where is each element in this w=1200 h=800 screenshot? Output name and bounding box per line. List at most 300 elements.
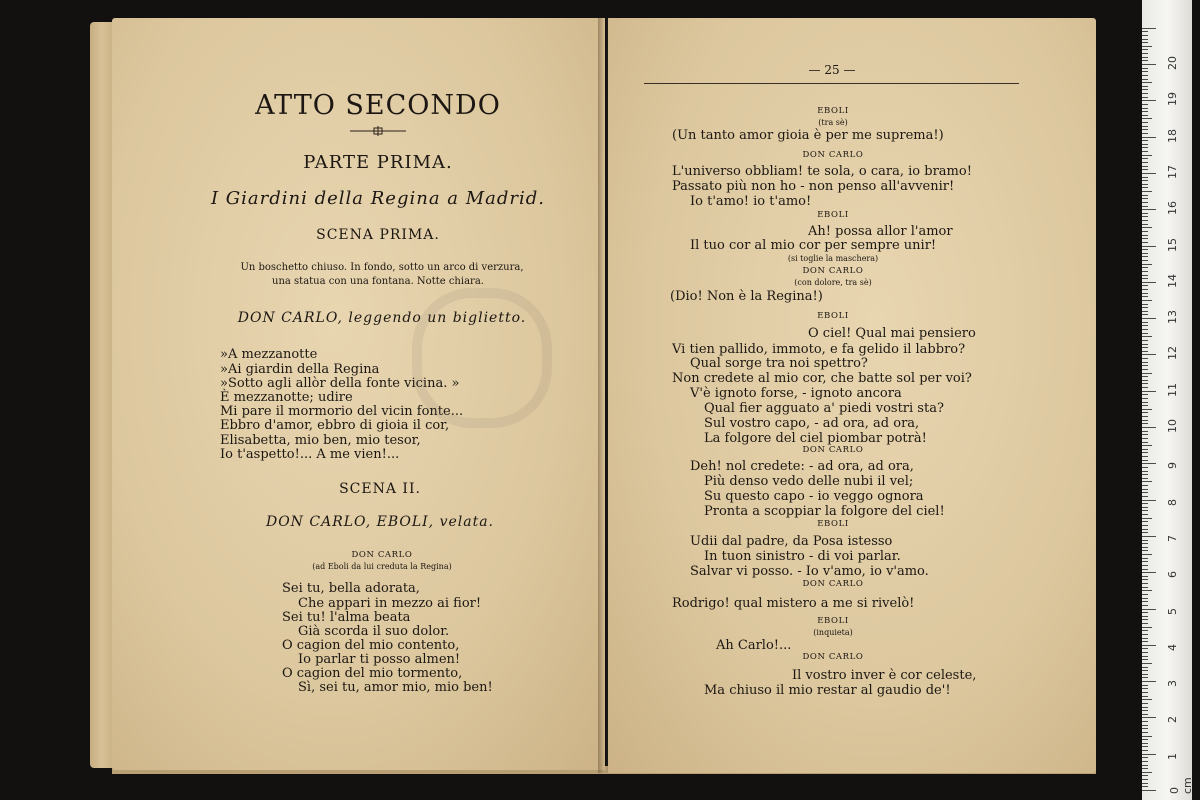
- ruler-tick: [1142, 427, 1156, 428]
- ruler-tick: [1142, 656, 1148, 657]
- ruler-tick: [1142, 412, 1148, 413]
- verse-line: Su questo capo - io veggo ognora: [704, 489, 924, 504]
- ruler-tick: [1142, 39, 1148, 40]
- ruler-tick: [1142, 532, 1148, 533]
- ruler-tick: [1142, 405, 1148, 406]
- verse-line: Vi tien pallido, immoto, e fa gelido il labbro?: [672, 342, 966, 357]
- ruler-tick: [1142, 147, 1148, 148]
- speaker-name: EBOLI: [817, 616, 849, 626]
- speaker-name: EBOLI: [817, 519, 849, 529]
- ruler-tick: [1142, 659, 1148, 660]
- ruler-tick: [1142, 645, 1156, 646]
- ruler-tick: [1142, 703, 1148, 704]
- ruler-tick: [1142, 220, 1148, 221]
- ruler-tick: [1142, 717, 1156, 718]
- ruler-tick: [1142, 333, 1148, 334]
- ruler-number: 5: [1166, 607, 1179, 615]
- ruler-tick: [1142, 638, 1148, 639]
- ruler-tick: [1142, 721, 1148, 722]
- ruler-tick: [1142, 725, 1148, 726]
- ruler-tick: [1142, 351, 1148, 352]
- speaker-name: DON CARLO: [802, 266, 864, 276]
- ruler-tick: [1142, 768, 1148, 769]
- ruler-number: 18: [1166, 128, 1179, 143]
- ruler-tick: [1142, 540, 1148, 541]
- ruler-number: 11: [1166, 382, 1179, 397]
- verse-line: O ciel! Qual mai pensiero: [808, 326, 976, 341]
- ruler-tick: [1142, 275, 1148, 276]
- ruler-tick: [1142, 71, 1148, 72]
- ruler-tick: [1142, 307, 1148, 308]
- ruler-tick: [1142, 89, 1148, 90]
- ruler-tick: [1142, 380, 1148, 381]
- ruler-tick: [1142, 224, 1148, 225]
- ruler-tick: [1142, 137, 1156, 138]
- verse-line: Il tuo cor al mio cor per sempre unir!: [690, 238, 937, 253]
- ruler-tick: [1142, 264, 1152, 265]
- ruler-number: 16: [1166, 201, 1179, 216]
- ruler-tick: [1142, 460, 1148, 461]
- ruler-tick: [1142, 772, 1152, 773]
- ruler-tick: [1142, 100, 1156, 101]
- ruler-tick: [1142, 677, 1148, 678]
- verse-line: Deh! nol credete: - ad ora, ad ora,: [690, 459, 914, 474]
- scene1-direction-line1: Un boschetto chiuso. In fondo, sotto un arco di verzura,: [240, 262, 524, 273]
- ruler-tick: [1142, 474, 1148, 475]
- ruler-tick: [1142, 300, 1152, 301]
- ruler-tick: [1142, 416, 1148, 417]
- ruler-tick: [1142, 605, 1148, 606]
- ruler-tick: [1142, 140, 1148, 141]
- ruler-tick: [1142, 434, 1148, 435]
- ruler-tick: [1142, 521, 1148, 522]
- ruler-tick: [1142, 93, 1148, 94]
- ruler-tick: [1142, 213, 1148, 214]
- ruler-tick: [1142, 518, 1152, 519]
- verse-line: »Sotto agli allòr della fonte vicina. »: [220, 376, 460, 391]
- verse-line: È mezzanotte; udire: [220, 390, 353, 405]
- verse-line: Udii dal padre, da Posa istesso: [690, 534, 893, 549]
- ruler-tick: [1142, 536, 1156, 537]
- verse-line: Ebbro d'amor, ebbro di gioia il cor,: [220, 418, 450, 433]
- ruler-tick: [1142, 503, 1148, 504]
- verse-line: »A mezzanotte: [220, 347, 318, 362]
- verse-line: (Un tanto amor gioia è per me suprema!): [672, 128, 944, 143]
- ruler-number: 15: [1166, 237, 1179, 252]
- ruler-tick: [1142, 173, 1156, 174]
- ruler-tick: [1142, 369, 1148, 370]
- part-title: PARTE PRIMA.: [303, 152, 453, 173]
- ruler-tick: [1142, 278, 1148, 279]
- ruler-tick: [1142, 187, 1148, 188]
- ruler-tick: [1142, 209, 1156, 210]
- ruler-tick: [1142, 126, 1148, 127]
- ruler-tick: [1142, 630, 1148, 631]
- setting-title: I Giardini della Regina a Madrid.: [210, 188, 546, 209]
- ruler-tick: [1142, 652, 1148, 653]
- ruler-tick: [1142, 60, 1148, 61]
- ruler-tick: [1142, 667, 1148, 668]
- ruler-tick: [1142, 162, 1148, 163]
- ruler-tick: [1142, 757, 1148, 758]
- ruler-tick: [1142, 746, 1148, 747]
- ruler-tick: [1142, 155, 1152, 156]
- ruler-tick: [1142, 75, 1148, 76]
- ruler-tick: [1142, 761, 1148, 762]
- ruler-tick: [1142, 86, 1148, 87]
- ruler-tick: [1142, 601, 1148, 602]
- ruler-tick: [1142, 391, 1156, 392]
- ruler-tick: [1142, 238, 1148, 239]
- page-number: — 25 —: [808, 63, 856, 77]
- act-title: ATTO SECONDO: [255, 90, 501, 121]
- ruler-tick: [1142, 314, 1148, 315]
- ruler-tick: [1142, 409, 1152, 410]
- ruler-tick: [1142, 402, 1148, 403]
- ruler-tick: [1142, 246, 1156, 247]
- ruler-tick: [1142, 507, 1148, 508]
- ruler-tick: [1142, 354, 1156, 355]
- verse-line: Sul vostro capo, - ad ora, ad ora,: [704, 416, 920, 431]
- verse-line: »Ai giardin della Regina: [220, 362, 380, 377]
- ruler-tick: [1142, 64, 1156, 65]
- ruler-tick: [1142, 49, 1148, 50]
- ruler-tick: [1142, 235, 1148, 236]
- ruler-tick: [1142, 166, 1148, 167]
- ruler-tick: [1142, 325, 1148, 326]
- ruler-tick: [1142, 463, 1156, 464]
- verse-line: Ah! possa allor l'amor: [808, 224, 953, 239]
- ruler-tick: [1142, 144, 1148, 145]
- ruler-tick: [1142, 344, 1148, 345]
- right-page: [608, 18, 1096, 773]
- verse-line: Qual fier agguato a' piedi vostri sta?: [704, 401, 944, 416]
- ruler-number: 13: [1166, 310, 1179, 325]
- scene2-characters: DON CARLO, EBOLI, velata.: [265, 514, 495, 530]
- ruler-tick: [1142, 543, 1148, 544]
- verse-line: Qual sorge tra noi spettro?: [690, 356, 868, 371]
- ruler-tick: [1142, 478, 1148, 479]
- ruler-tick: [1142, 82, 1152, 83]
- ruler-tick: [1142, 445, 1152, 446]
- ruler-tick: [1142, 129, 1148, 130]
- stage-note: (inquieta): [813, 628, 853, 637]
- ruler-tick: [1142, 365, 1148, 366]
- ruler-tick: [1142, 438, 1148, 439]
- ruler-tick: [1142, 31, 1148, 32]
- ruler-number: 14: [1166, 273, 1179, 288]
- ruler-tick: [1142, 590, 1152, 591]
- ruler-tick: [1142, 108, 1148, 109]
- verse-line: Più denso vedo delle nubi il vel;: [704, 474, 914, 489]
- ruler-tick: [1142, 289, 1148, 290]
- verse-line: Sei tu, bella adorata,: [282, 581, 420, 596]
- verse-line: Pronta a scoppiar la folgore del ciel!: [704, 504, 945, 519]
- ruler-tick: [1142, 195, 1148, 196]
- ruler-tick: [1142, 547, 1148, 548]
- ruler-tick: [1142, 558, 1148, 559]
- ruler-tick: [1142, 79, 1148, 80]
- speaker-name: EBOLI: [817, 106, 849, 116]
- ruler-tick: [1142, 452, 1148, 453]
- ruler-tick: [1142, 583, 1148, 584]
- ruler-number: 9: [1166, 462, 1179, 470]
- verse-line: Non credete al mio cor, che batte sol per voi?: [672, 371, 972, 386]
- ruler-number: 8: [1166, 498, 1179, 506]
- ruler-tick: [1142, 253, 1148, 254]
- ruler-tick: [1142, 569, 1148, 570]
- ruler-tick: [1142, 318, 1156, 319]
- ruler-tick: [1142, 336, 1152, 337]
- ruler-unit-label: 0 cm: [1168, 777, 1194, 794]
- ruler-tick: [1142, 115, 1148, 116]
- ruler-tick: [1142, 674, 1148, 675]
- ruler-tick: [1142, 786, 1148, 787]
- ruler-tick: [1142, 256, 1148, 257]
- scene2-title: SCENA II.: [339, 481, 421, 497]
- ruler-tick: [1142, 500, 1156, 501]
- ruler-tick: [1142, 122, 1148, 123]
- verse-line: O cagion del mio contento,: [282, 638, 460, 653]
- speaker-name: DON CARLO: [351, 550, 413, 560]
- ruler-tick: [1142, 202, 1148, 203]
- ruler-tick: [1142, 249, 1148, 250]
- ruler-tick: [1142, 322, 1148, 323]
- ruler-number: 1: [1166, 752, 1179, 760]
- ruler-tick: [1142, 554, 1152, 555]
- ruler-tick: [1142, 423, 1148, 424]
- ruler-tick: [1142, 358, 1148, 359]
- ruler-tick: [1142, 311, 1148, 312]
- ruler-tick: [1142, 35, 1148, 36]
- ruler-tick: [1142, 151, 1148, 152]
- speaker-name: DON CARLO: [802, 652, 864, 662]
- verse-line: V'è ignoto forse, - ignoto ancora: [690, 386, 902, 401]
- ruler-tick: [1142, 177, 1148, 178]
- ruler-tick: [1142, 790, 1156, 791]
- ruler-tick: [1142, 42, 1148, 43]
- ruler-tick: [1142, 227, 1152, 228]
- verse-line: Rodrigo! qual mistero a me si rivelò!: [672, 596, 915, 611]
- ruler-tick: [1142, 169, 1148, 170]
- ruler-tick: [1142, 648, 1148, 649]
- ruler-tick: [1142, 510, 1148, 511]
- ruler-tick: [1142, 612, 1148, 613]
- ruler-tick: [1142, 133, 1148, 134]
- ruler-tick: [1142, 260, 1148, 261]
- ruler-tick: [1142, 216, 1148, 217]
- ruler-number: 3: [1166, 680, 1179, 688]
- verse-line: L'universo obbliam! te sola, o cara, io bramo!: [672, 164, 972, 179]
- ruler-tick: [1142, 118, 1152, 119]
- verse-line: Sei tu! l'alma beata: [282, 610, 411, 625]
- ruler-tick: [1142, 191, 1152, 192]
- ruler-tick: [1142, 663, 1152, 664]
- verse-line: Già scorda il suo dolor.: [298, 624, 450, 639]
- ruler-tick: [1142, 514, 1148, 515]
- ruler-tick: [1142, 750, 1148, 751]
- stage-note: (tra sè): [818, 118, 848, 127]
- ruler-tick: [1142, 267, 1148, 268]
- ruler-tick: [1142, 158, 1148, 159]
- verse-line: Ma chiuso il mio restar al gaudio de'!: [704, 683, 951, 698]
- ruler-tick: [1142, 398, 1148, 399]
- stage-note: (si toglie la maschera): [787, 254, 879, 263]
- ruler-tick: [1142, 489, 1148, 490]
- verse-line: Il vostro inver è cor celeste,: [792, 668, 977, 683]
- scene1-title: SCENA PRIMA.: [316, 227, 440, 243]
- ruler-tick: [1142, 329, 1148, 330]
- ruler-tick: [1142, 420, 1148, 421]
- ruler-tick: [1142, 296, 1148, 297]
- ruler-tick: [1142, 670, 1148, 671]
- verse-line: Ah Carlo!...: [716, 638, 792, 653]
- ruler-tick: [1142, 373, 1152, 374]
- ruler-tick: [1142, 206, 1148, 207]
- ruler-tick: [1142, 688, 1148, 689]
- verse-line: Salvar vi posso. - Io v'amo, io v'amo.: [690, 564, 929, 579]
- ruler-tick: [1142, 598, 1148, 599]
- ruler-tick: [1142, 714, 1148, 715]
- verse-line: La folgore del ciel piombar potrà!: [704, 431, 927, 446]
- carlo-reading-direction: DON CARLO, leggendo un biglietto.: [237, 310, 527, 326]
- ruler-tick: [1142, 347, 1148, 348]
- ruler-tick: [1142, 471, 1148, 472]
- ruler-number: 7: [1166, 534, 1179, 542]
- ruler-tick: [1142, 692, 1148, 693]
- ruler-tick: [1142, 383, 1148, 384]
- ruler-tick: [1142, 282, 1156, 283]
- ruler-tick: [1142, 97, 1148, 98]
- ruler-tick: [1142, 627, 1152, 628]
- ruler-tick: [1142, 442, 1148, 443]
- ruler-tick: [1142, 594, 1148, 595]
- ruler-tick: [1142, 242, 1148, 243]
- stage-note: (con dolore, tra sè): [794, 278, 872, 287]
- ruler-tick: [1142, 431, 1148, 432]
- ruler-tick: [1142, 293, 1148, 294]
- verse-line: (Dio! Non è la Regina!): [670, 289, 823, 304]
- verse-line: Sì, sei tu, amor mio, mio ben!: [298, 680, 493, 695]
- ruler-tick: [1142, 485, 1148, 486]
- ruler-tick: [1142, 779, 1148, 780]
- ruler-tick: [1142, 765, 1148, 766]
- ruler-tick: [1142, 492, 1148, 493]
- ruler-tick: [1142, 623, 1148, 624]
- ruler-number: 12: [1166, 346, 1179, 361]
- ruler-tick: [1142, 732, 1148, 733]
- ruler-tick: [1142, 387, 1148, 388]
- ruler-tick: [1142, 739, 1148, 740]
- ruler-tick: [1142, 28, 1156, 29]
- ruler-tick: [1142, 53, 1148, 54]
- ruler-tick: [1142, 579, 1148, 580]
- ruler-tick: [1142, 728, 1148, 729]
- ruler-tick: [1142, 376, 1148, 377]
- ruler-tick: [1142, 699, 1152, 700]
- ruler-tick: [1142, 561, 1148, 562]
- verse-line: Io t'aspetto!... A me vien!...: [220, 447, 400, 462]
- ruler-tick: [1142, 587, 1148, 588]
- ruler-tick: [1142, 46, 1152, 47]
- ruler-tick: [1142, 340, 1148, 341]
- stage-note: (ad Eboli da lui creduta la Regina): [312, 562, 452, 571]
- ruler-tick: [1142, 57, 1148, 58]
- ruler-tick: [1142, 68, 1148, 69]
- ruler-number: 19: [1166, 92, 1179, 107]
- verse-line: O cagion del mio tormento,: [282, 666, 463, 681]
- verse-line: Passato più non ho - non penso all'avvenir!: [672, 179, 955, 194]
- ruler-tick: [1142, 104, 1148, 105]
- ruler-tick: [1142, 609, 1156, 610]
- ruler-tick: [1142, 707, 1148, 708]
- ruler-tick: [1142, 736, 1152, 737]
- ruler-tick: [1142, 271, 1148, 272]
- ruler-tick: [1142, 481, 1152, 482]
- ruler-tick: [1142, 743, 1148, 744]
- speaker-name: DON CARLO: [802, 150, 864, 160]
- ruler-tick: [1142, 710, 1148, 711]
- verse-line: Io parlar ti posso almen!: [298, 652, 461, 667]
- ruler-tick: [1142, 304, 1148, 305]
- ruler-tick: [1142, 525, 1148, 526]
- ruler-tick: [1142, 184, 1148, 185]
- ruler-tick: [1142, 529, 1148, 530]
- ornament-divider: [348, 126, 408, 136]
- verse-line: Mi pare il mormorio del vicin fonte...: [220, 404, 464, 419]
- ruler-tick: [1142, 231, 1148, 232]
- ruler-tick: [1142, 576, 1148, 577]
- measuring-ruler: [1142, 0, 1192, 800]
- ruler-tick: [1142, 783, 1148, 784]
- ruler-number: 2: [1166, 716, 1179, 724]
- ruler-tick: [1142, 111, 1148, 112]
- ruler-tick: [1142, 496, 1148, 497]
- ruler-number: 10: [1166, 419, 1179, 433]
- verse-line: In tuon sinistro - di voi parlar.: [704, 549, 901, 564]
- library-watermark: [412, 288, 552, 428]
- ruler-number: 20: [1166, 56, 1179, 70]
- ruler-tick: [1142, 775, 1148, 776]
- ruler-tick: [1142, 754, 1156, 755]
- ruler-tick: [1142, 634, 1148, 635]
- verse-line: Io t'amo! io t'amo!: [690, 194, 812, 209]
- speaker-name: EBOLI: [817, 210, 849, 220]
- header-rule: [644, 83, 1019, 84]
- ruler-tick: [1142, 696, 1148, 697]
- ruler-tick: [1142, 685, 1148, 686]
- ruler-tick: [1142, 394, 1148, 395]
- ruler-number: 6: [1166, 571, 1179, 579]
- ruler-tick: [1142, 565, 1148, 566]
- speaker-name: EBOLI: [817, 311, 849, 321]
- ruler-number: 4: [1166, 643, 1179, 651]
- ruler-tick: [1142, 285, 1148, 286]
- scene1-direction-line2: una statua con una fontana. Notte chiara.: [272, 276, 484, 287]
- speaker-name: DON CARLO: [802, 579, 864, 589]
- ruler-tick: [1142, 641, 1148, 642]
- ruler-tick: [1142, 619, 1148, 620]
- ruler-tick: [1142, 198, 1148, 199]
- speaker-name: DON CARLO: [802, 445, 864, 455]
- ruler-tick: [1142, 681, 1156, 682]
- ruler-tick: [1142, 362, 1148, 363]
- ruler-tick: [1142, 180, 1148, 181]
- ruler-tick: [1142, 550, 1148, 551]
- verse-line: Che appari in mezzo ai fior!: [298, 596, 482, 611]
- ruler-number: 17: [1166, 164, 1179, 179]
- ruler-tick: [1142, 456, 1148, 457]
